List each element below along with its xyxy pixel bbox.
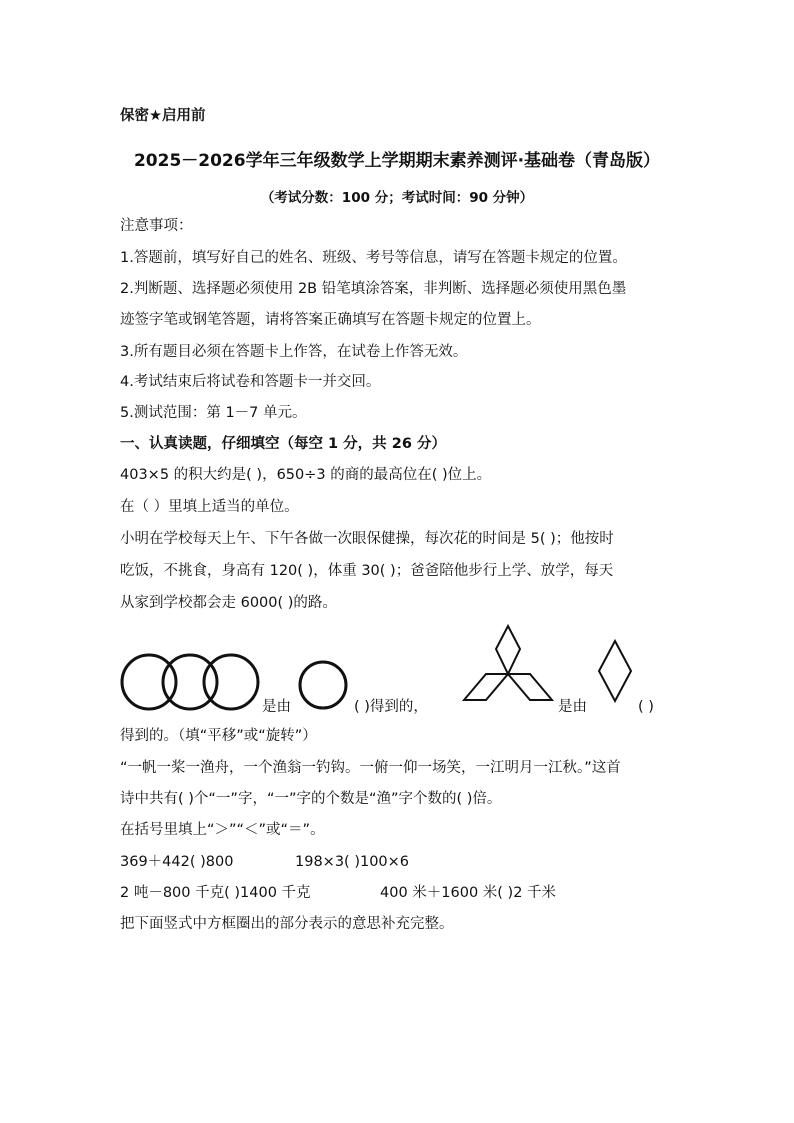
notes-heading: 注意事项： <box>120 218 193 234</box>
compare-item: 2 吨－800 千克( )1400 千克 <box>120 885 311 901</box>
section-heading: 一、认真读题，仔细填空（每空 1 分，共 26 分） <box>120 436 446 452</box>
question-3-blank-a: ( )得到的， <box>354 699 428 715</box>
confidential-mark: 保密★启用前 <box>120 108 206 124</box>
three-circles-figure <box>119 652 261 712</box>
compare-item: 198×3( )100×6 <box>295 854 410 870</box>
three-rhombus-figure <box>462 622 554 706</box>
note-item: 4.考试结束后将试卷和答题卡一并交回。 <box>120 374 381 390</box>
note-item: 5.测试范围：第 1－7 单元。 <box>120 405 307 421</box>
question-2-intro: 在（ ）里填上适当的单位。 <box>120 499 299 515</box>
question-4-line: 诗中共有( )个“一”字，“一”字的个数是“渔”字个数的( )倍。 <box>120 791 502 807</box>
question-3-blank-b: ( ) <box>638 699 654 715</box>
question-2-line: 小明在学校每天上午、下午各做一次眼保健操，每次花的时间是 5( )；他按时 <box>120 531 614 547</box>
page-title: 2025－2026学年三年级数学上学期期末素养测评·基础卷（青岛版） <box>133 151 661 171</box>
single-rhombus-figure <box>595 638 635 704</box>
question-3-line2: 得到的。（填“平移”或“旋转”） <box>120 728 317 744</box>
question-3-text-a: 是由 <box>262 699 291 715</box>
question-4-line: “一帆一桨一渔舟，一个渔翁一钓钩。一俯一仰一场笑，一江明月一江秋。”这首 <box>120 760 621 776</box>
single-circle-figure <box>297 659 349 711</box>
question-3-text-b: 是由 <box>558 699 587 715</box>
question-2-line: 从家到学校都会走 6000( )的路。 <box>120 595 337 611</box>
exam-info: （考试分数：100 分；考试时间：90 分钟） <box>260 190 534 206</box>
question-6: 把下面竖式中方框圈出的部分表示的意思补充完整。 <box>120 916 454 932</box>
note-item: 2.判断题、选择题必须使用 2B 铅笔填涂答案，非判断、选择题必须使用黑色墨 <box>120 281 627 297</box>
question-2-line: 吃饭，不挑食，身高有 120( )，体重 30( )；爸爸陪他步行上学、放学，每天 <box>120 563 614 579</box>
question-1: 403×5 的积大约是( )，650÷3 的商的最高位在( )位上。 <box>120 467 492 483</box>
note-item: 1.答题前，填写好自己的姓名、班级、考号等信息，请写在答题卡规定的位置。 <box>120 250 627 266</box>
question-5-intro: 在括号里填上“＞”“＜”或“＝”。 <box>120 822 325 838</box>
note-item: 3.所有题目必须在答题卡上作答，在试卷上作答无效。 <box>120 344 468 360</box>
note-item: 迹签字笔或钢笔答题，请将答案正确填写在答题卡规定的位置上。 <box>120 312 541 328</box>
compare-item: 369＋442( )800 <box>120 854 234 870</box>
compare-item: 400 米＋1600 米( )2 千米 <box>380 885 557 901</box>
